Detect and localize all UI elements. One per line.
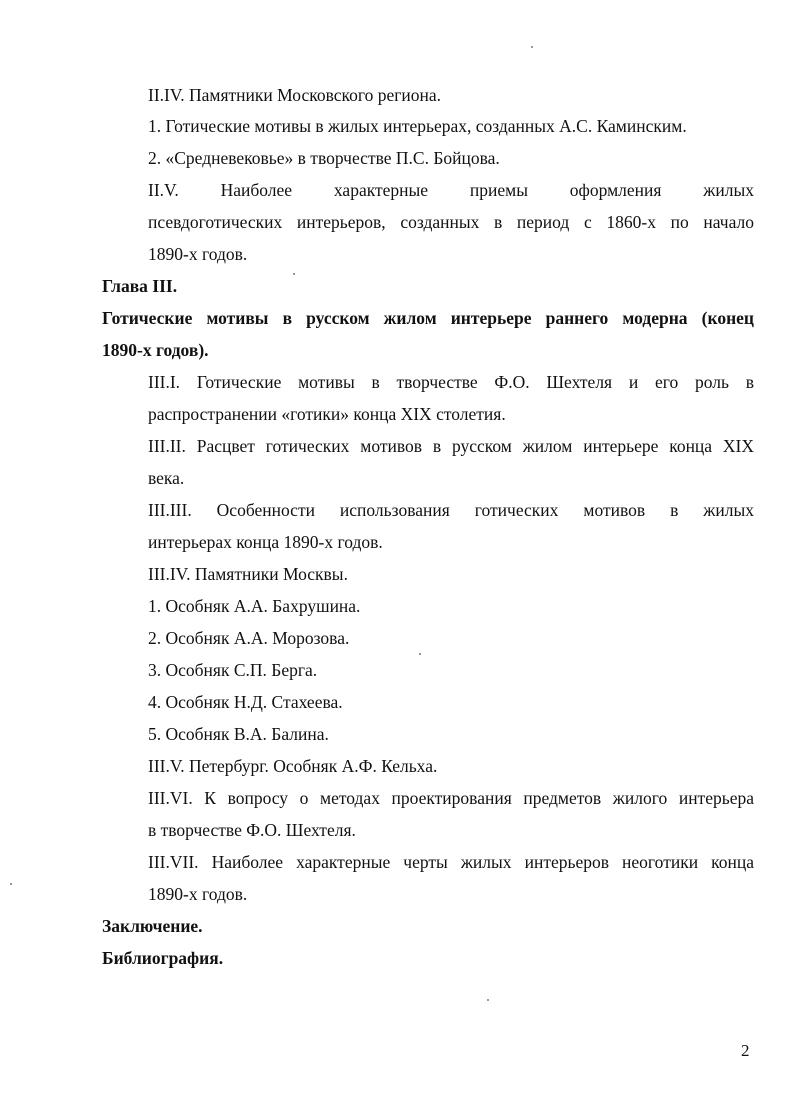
toc-entry-2-4: II.IV. Памятники Московского региона. [148, 85, 442, 105]
toc-entry-2-4-1: 1. Готические мотивы в жилых интерьерах, созданных А.С. Каминским. [148, 116, 687, 136]
chapter-3-heading: Глава III. [102, 276, 178, 296]
scan-speck [419, 653, 421, 655]
scan-speck [10, 883, 12, 885]
scan-speck [487, 999, 489, 1001]
toc-entry-3-4-1: 1. Особняк А.А. Бахрушина. [148, 596, 361, 616]
toc-entry-2-5-line2: псевдоготических интерьеров, созданных в период с 1860-х по начало [148, 212, 754, 232]
toc-entry-3-4-4: 4. Особняк Н.Д. Стахеева. [148, 692, 343, 712]
toc-entry-2-4-2: 2. «Средневековье» в творчестве П.С. Бойцова. [148, 148, 500, 168]
toc-entry-3-1-line1: III.I. Готические мотивы в творчестве Ф.О. Шехтеля и его роль в [148, 372, 754, 392]
toc-entry-3-4-2: 2. Особняк А.А. Морозова. [148, 628, 350, 648]
toc-entry-3-7-line2: 1890-х годов. [148, 884, 248, 904]
toc-entry-3-3-line2: интерьерах конца 1890-х годов. [148, 532, 383, 552]
toc-entry-3-2-line1: III.II. Расцвет готических мотивов в русском жилом интерьере конца XIX [148, 436, 754, 456]
toc-entry-3-3-line1: III.III. Особенности использования готических мотивов в жилых [148, 500, 754, 520]
toc-entry-3-7-line1: III.VII. Наиболее характерные черты жилых интерьеров неоготики конца [148, 852, 754, 872]
toc-entry-3-4: III.IV. Памятники Москвы. [148, 564, 348, 584]
toc-entry-3-6-line2: в творчестве Ф.О. Шехтеля. [148, 820, 356, 840]
bibliography-heading: Библиография. [102, 948, 224, 968]
toc-entry-2-5-line3: 1890-х годов. [148, 244, 248, 264]
toc-entry-2-5-line1: II.V. Наиболее характерные приемы оформления жилых [148, 180, 754, 200]
toc-entry-3-6-line1: III.VI. К вопросу о методах проектирования предметов жилого интерьера [148, 788, 754, 808]
toc-entry-3-4-3: 3. Особняк С.П. Берга. [148, 660, 318, 680]
scan-speck [293, 273, 295, 275]
page-number: 2 [741, 1041, 750, 1060]
scan-speck [531, 46, 533, 48]
conclusion-heading: Заключение. [102, 916, 203, 936]
toc-entry-3-2-line2: века. [148, 468, 185, 488]
toc-entry-3-5: III.V. Петербург. Особняк А.Ф. Кельха. [148, 756, 438, 776]
chapter-3-title-line2: 1890-х годов). [102, 340, 209, 360]
toc-entry-3-1-line2: распространении «готики» конца XIX столетия. [148, 404, 506, 424]
chapter-3-title-line1: Готические мотивы в русском жилом интерьере раннего модерна (конец [102, 308, 754, 328]
toc-entry-3-4-5: 5. Особняк В.А. Балина. [148, 724, 329, 744]
